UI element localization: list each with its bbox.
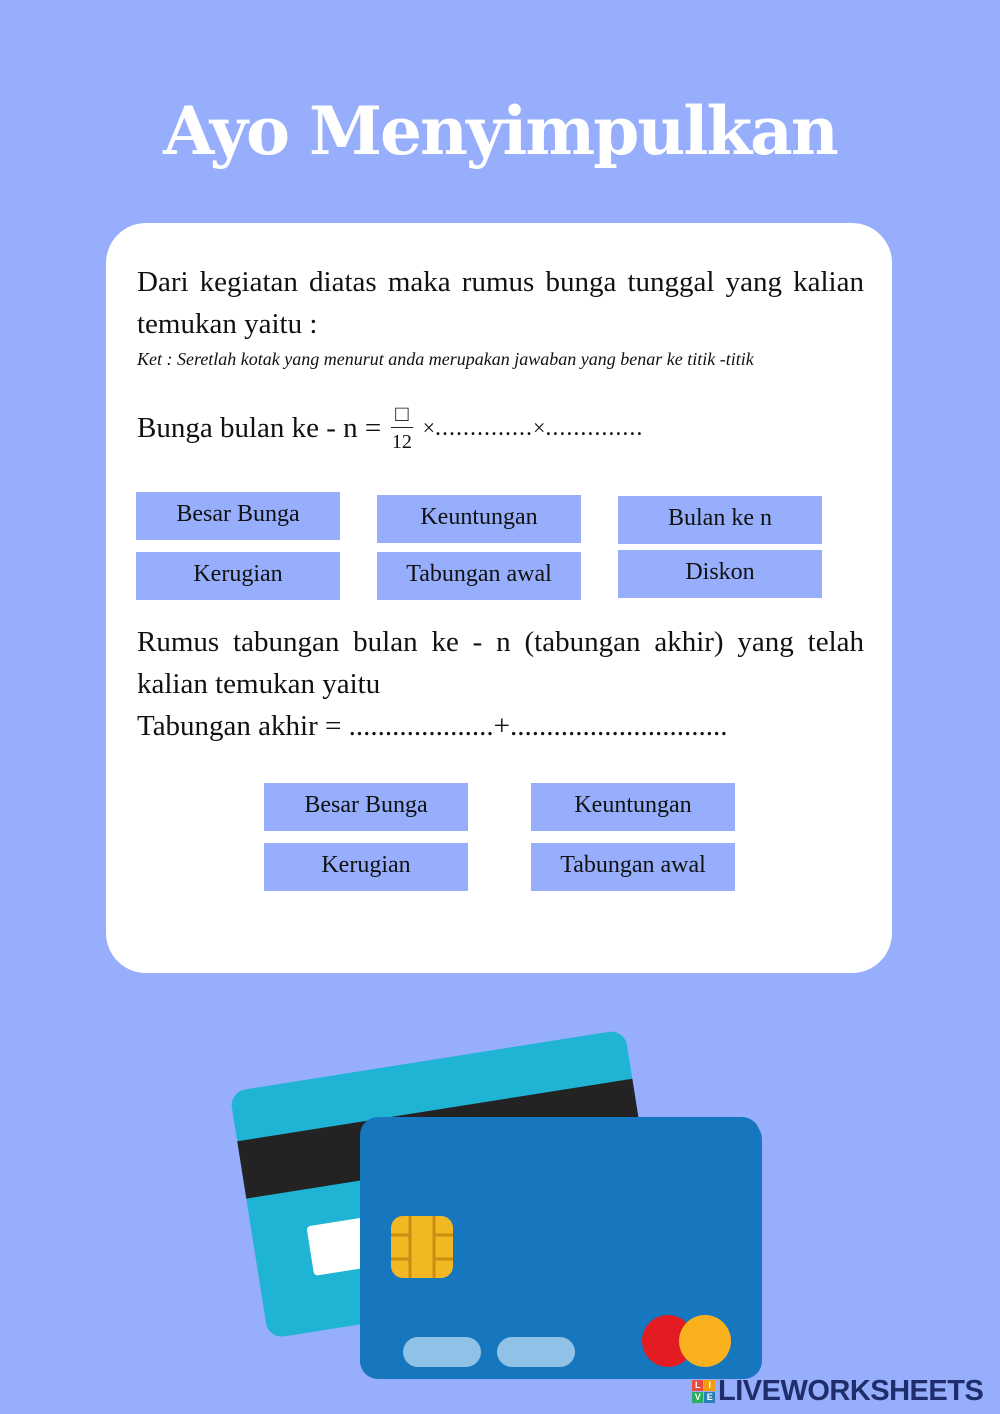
live-badge-icon: L I V E (692, 1380, 715, 1403)
option-bulan-ke-n[interactable]: Bulan ke n (618, 496, 822, 544)
page-title: Ayo Menyimpulkan (163, 92, 837, 170)
times-sign: × (533, 415, 546, 440)
option-besar-bunga[interactable]: Besar Bunga (136, 492, 340, 540)
fraction (391, 403, 412, 453)
logo-text: LIVEWORKSHEETS (718, 1374, 984, 1407)
front-card-icon (360, 1117, 762, 1379)
formula-prefix: Bunga bulan ke - n = (137, 411, 382, 444)
answer-blank-1[interactable]: .............. (435, 414, 533, 441)
tabungan-formula[interactable]: Tabungan akhir = ....................+.............................. (137, 710, 728, 742)
option-keuntungan[interactable]: Keuntungan (377, 495, 581, 543)
option-tabungan-awal[interactable]: Tabungan awal (377, 552, 581, 600)
option-keuntungan-2[interactable]: Keuntungan (531, 783, 735, 831)
option-besar-bunga-2[interactable]: Besar Bunga (264, 783, 468, 831)
fraction-numerator-drop-box[interactable]: □ (391, 403, 412, 428)
fraction-denominator: 12 (391, 431, 412, 453)
card-brand-logo-icon (642, 1315, 731, 1367)
option-tabungan-awal-2[interactable]: Tabungan awal (531, 843, 735, 891)
option-kerugian[interactable]: Kerugian (136, 552, 340, 600)
chip-icon (391, 1216, 453, 1278)
option-diskon[interactable]: Diskon (618, 550, 822, 598)
credit-cards-illustration (230, 1005, 770, 1385)
liveworksheets-logo (692, 1374, 983, 1408)
content-card (106, 223, 892, 973)
option-kerugian-2[interactable]: Kerugian (264, 843, 468, 891)
bunga-formula (137, 403, 643, 453)
tabungan-intro-text: Rumus tabungan bulan ke - n (tabungan akhir) yang telah kalian temukan yaitu (137, 626, 864, 700)
answer-blank-2[interactable]: .............. (545, 414, 644, 441)
bunga-intro-text: Dari kegiatan diatas maka rumus bunga tunggal yang kalian temukan yaitu : (137, 266, 864, 340)
times-sign: × (422, 415, 435, 440)
instruction-note: Ket : Seretlah kotak yang menurut anda merupakan jawaban yang benar ke titik -titik (137, 349, 754, 369)
